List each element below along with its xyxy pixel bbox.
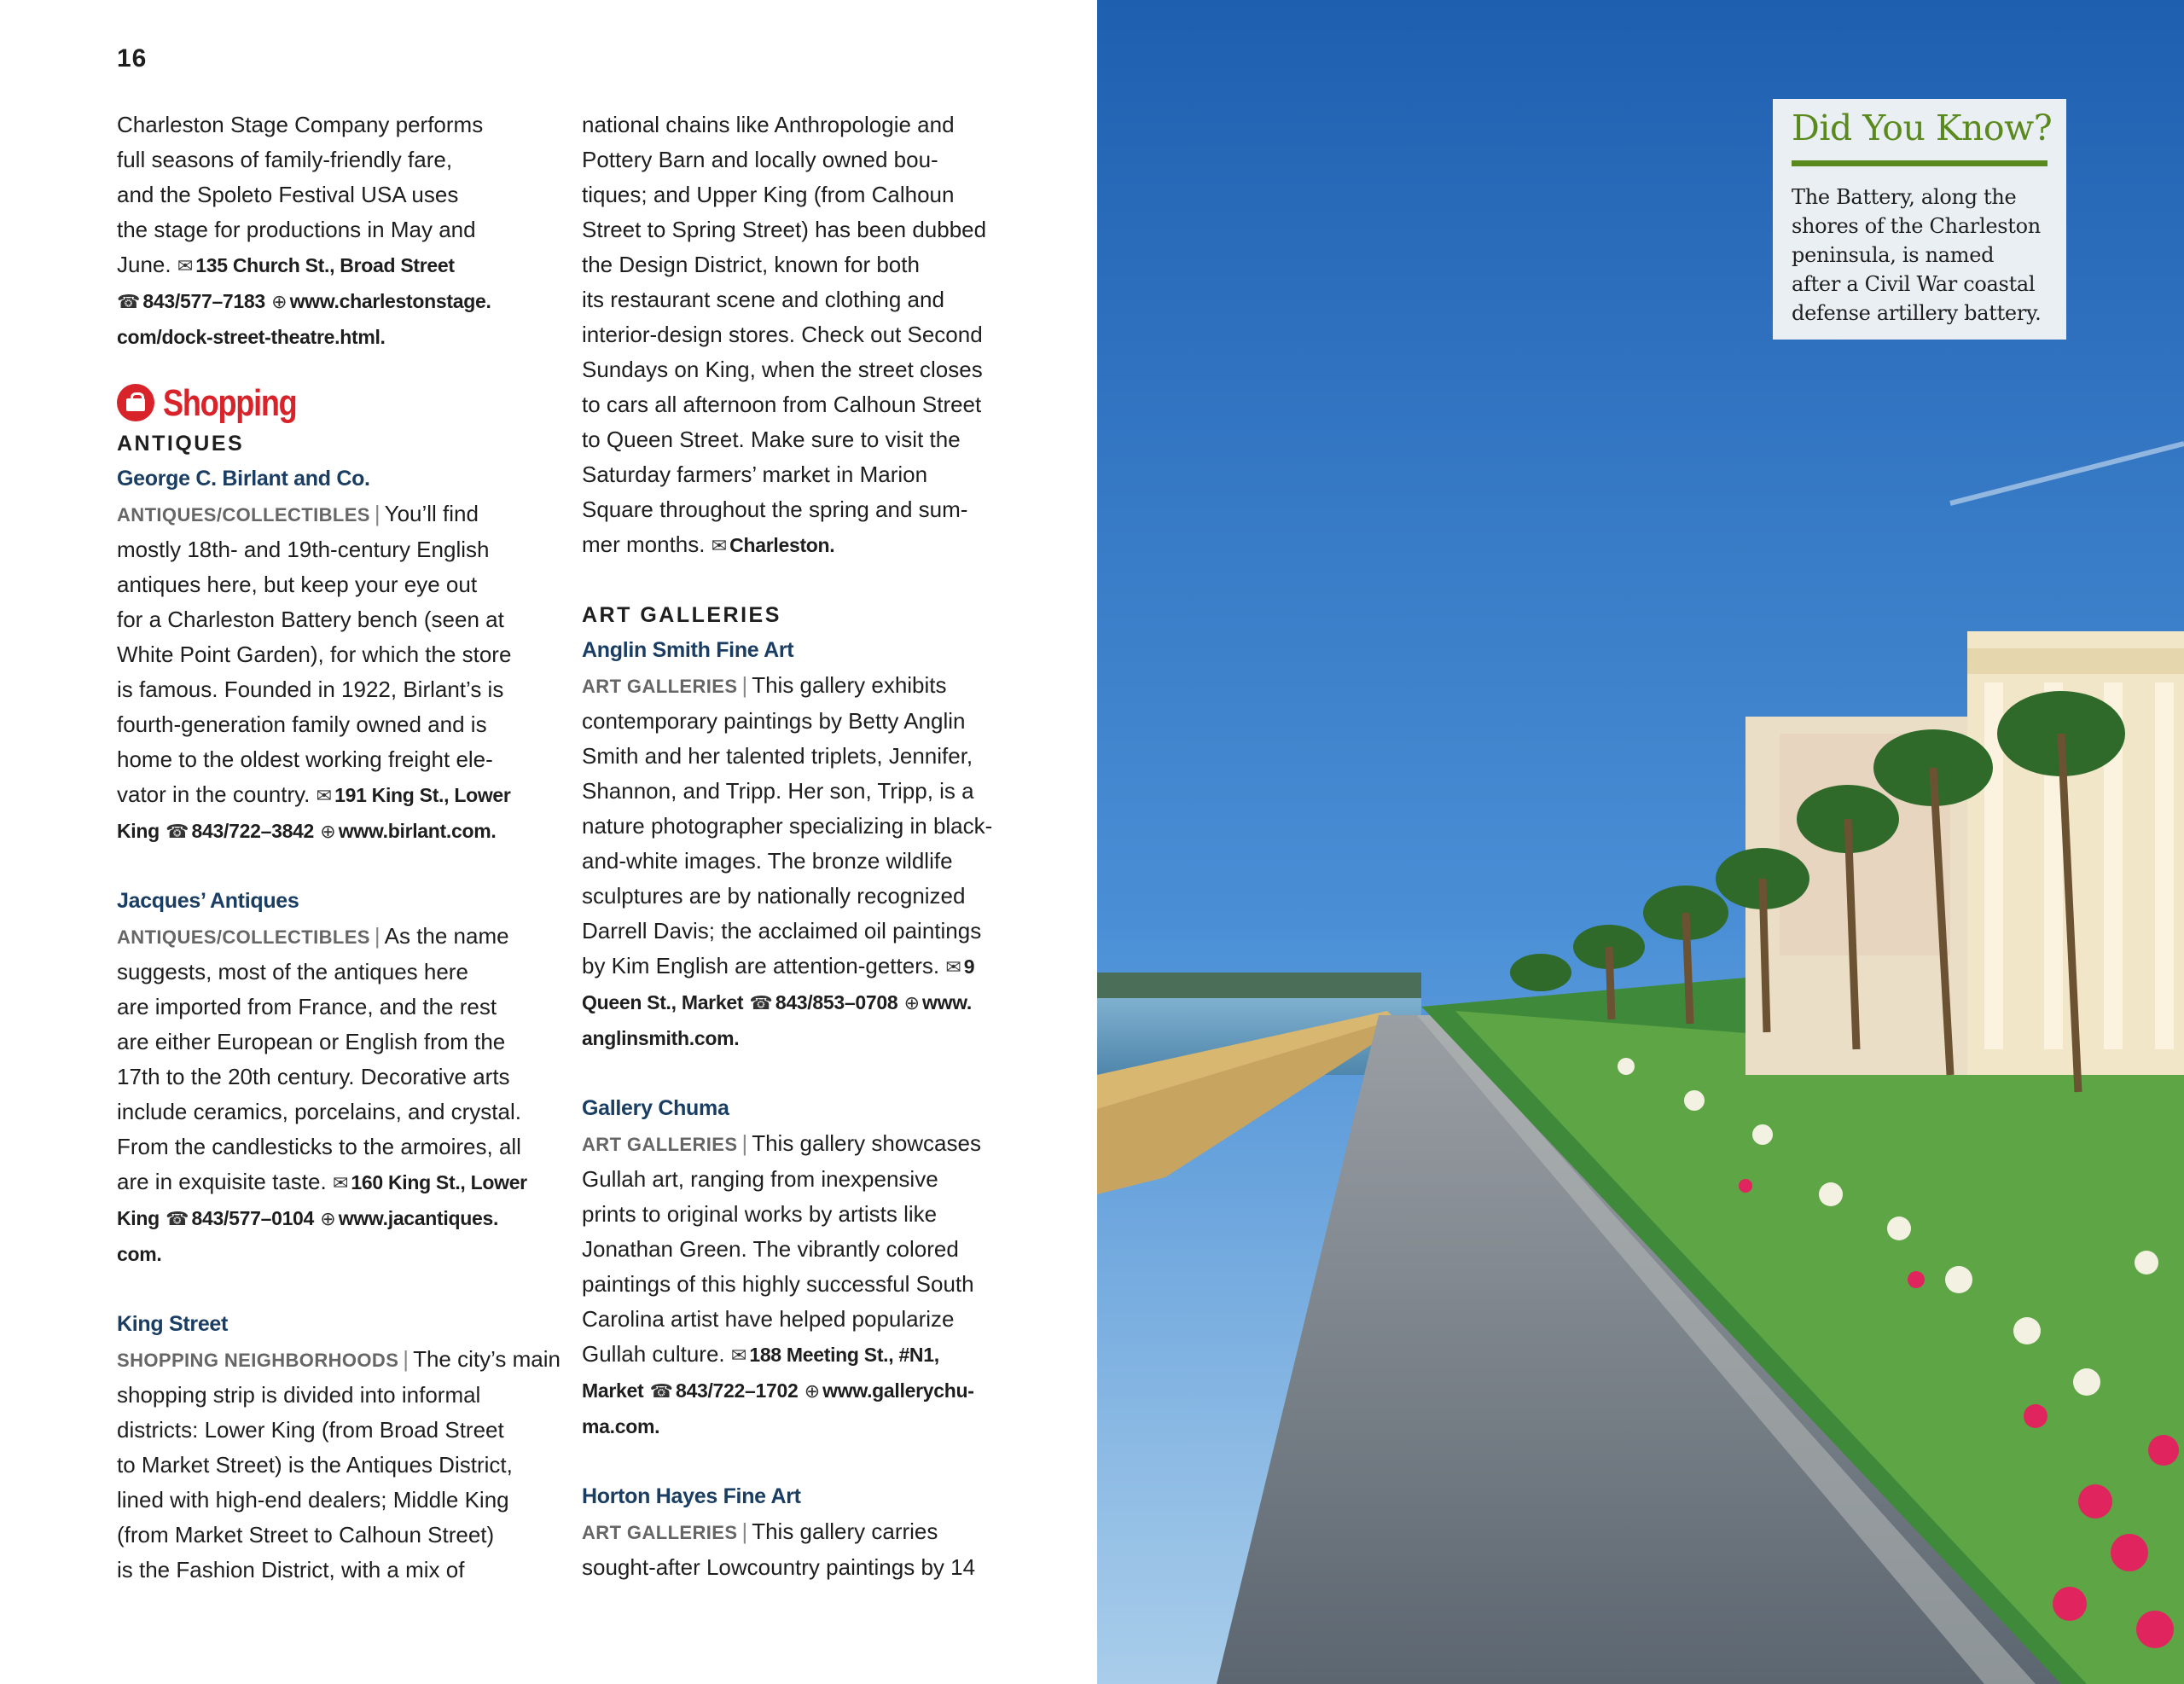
entry-line: districts: Lower King (from Broad Street <box>117 1417 504 1443</box>
intro-line: and the Spoleto Festival USA uses <box>117 182 459 207</box>
phone-icon: ☎ <box>166 1208 189 1229</box>
entry-text: The city’s main <box>413 1346 561 1372</box>
entry-line: and-white images. The bronze wildlife <box>582 848 953 874</box>
entry-line: ANTIQUES/COLLECTIBLES | You’ll find <box>117 501 479 526</box>
entry-line: Street to Spring Street) has been dubbed <box>582 217 987 242</box>
entry-line <box>117 777 569 813</box>
entry-title: Jacques’ Antiques <box>117 889 299 913</box>
entry-line: ART GALLERIES | This gallery showcases <box>582 1130 981 1156</box>
entry-line: is famous. Founded in 1922, Birlant’s is <box>117 677 504 702</box>
intro-line <box>117 247 569 283</box>
entry-line: mostly 18th- and 19th-century English <box>117 537 490 562</box>
entry-text: This gallery exhibits <box>752 672 947 698</box>
entry-text: mer months. <box>582 531 706 557</box>
entry-line: antiques here, but keep your eye out <box>117 572 478 597</box>
globe-icon: ⊕ <box>320 1208 336 1229</box>
address: Charleston. <box>729 534 835 556</box>
category-label: ART GALLERIES <box>582 1134 738 1155</box>
address: 188 Meeting St., #N1, <box>749 1344 939 1366</box>
envelope-icon: ✉ <box>730 1344 747 1366</box>
address: 9 <box>963 955 975 978</box>
entry-text: This gallery showcases <box>752 1130 981 1156</box>
entry-line: Shannon, and Tripp. Her son, Tripp, is a <box>582 778 974 804</box>
address: 135 Church St., Broad Street <box>195 254 455 276</box>
entry-line: shopping strip is divided into informal <box>117 1382 481 1408</box>
section-heading <box>117 379 569 427</box>
entry-line: paintings of this highly successful South <box>582 1271 974 1297</box>
phone: 843/577–0104 <box>191 1207 315 1229</box>
entry-line: ART GALLERIES | This gallery exhibits <box>582 672 947 698</box>
column-1 <box>117 107 569 1588</box>
address: Queen St., Market <box>582 991 744 1013</box>
did-you-know-line: peninsula, is named <box>1792 243 1995 267</box>
category-label: SHOPPING NEIGHBORHOODS <box>117 1350 399 1371</box>
entry-line <box>582 1337 1034 1373</box>
intro-text: June. <box>117 252 171 277</box>
did-you-know-text <box>1792 183 2061 328</box>
phone: 843/577–7183 <box>142 290 265 312</box>
website-link[interactable]: www.gallerychu- <box>822 1379 974 1402</box>
entry-line: suggests, most of the antiques here <box>117 959 468 984</box>
entry-line <box>117 1200 569 1236</box>
entry-line: ANTIQUES/COLLECTIBLES | As the name <box>117 923 509 949</box>
entry-line: lined with high-end dealers; Middle King <box>117 1487 509 1513</box>
entry-text: As the name <box>384 923 509 949</box>
entry-line: (from Market Street to Calhoun Street) <box>117 1522 495 1548</box>
did-you-know-line: defense artillery battery. <box>1792 301 2042 325</box>
entry-line: From the candlesticks to the armoires, all <box>117 1134 521 1159</box>
entry-line: for a Charleston Battery bench (seen at <box>117 607 504 632</box>
column-2 <box>582 107 1034 1585</box>
phone-icon: ☎ <box>649 1380 673 1402</box>
entry-line: Darrell Davis; the acclaimed oil paintings <box>582 918 982 944</box>
entry-line: Jonathan Green. The vibrantly colored <box>582 1236 959 1262</box>
entry-title: Anglin Smith Fine Art <box>582 638 794 662</box>
entry-text: Gullah culture. <box>582 1341 725 1367</box>
address: 191 King St., Lower <box>334 784 511 806</box>
entry-line: fourth-generation family owned and is <box>117 711 487 737</box>
entry-text: are in exquisite taste. <box>117 1169 327 1194</box>
entry-line: Pottery Barn and locally owned bou- <box>582 147 938 172</box>
entry-line: Sundays on King, when the street closes <box>582 357 983 382</box>
did-you-know-line: shores of the Charleston <box>1792 214 2041 238</box>
envelope-icon: ✉ <box>332 1172 349 1193</box>
entry-text: vator in the country. <box>117 781 311 807</box>
address: 160 King St., Lower <box>351 1171 527 1193</box>
did-you-know-box <box>1773 99 2066 340</box>
entry-line: are imported from France, and the rest <box>117 994 497 1019</box>
entry-title: King Street <box>117 1312 229 1336</box>
divider <box>1792 160 2048 166</box>
entry-line: nature photographer specializing in black- <box>582 813 993 839</box>
intro-line <box>117 319 569 355</box>
phone: 843/722–1702 <box>675 1379 799 1402</box>
entry-line: prints to original works by artists like <box>582 1201 938 1227</box>
entry-line: contemporary paintings by Betty Anglin <box>582 708 966 734</box>
website-link[interactable]: www.charlestonstage. <box>289 290 491 312</box>
globe-icon: ⊕ <box>271 291 288 312</box>
globe-icon: ⊕ <box>804 1380 821 1402</box>
section-title: Shopping <box>163 381 297 424</box>
entry-line: home to the oldest working freight ele- <box>117 746 493 772</box>
globe-icon: ⊕ <box>903 992 920 1013</box>
entry-line <box>582 984 1034 1020</box>
website-link[interactable]: www. <box>922 991 973 1013</box>
entry-line <box>582 949 1034 984</box>
address: Market <box>582 1379 644 1402</box>
address: King <box>117 820 160 842</box>
entry-line: is the Fashion District, with a mix of <box>117 1557 465 1582</box>
envelope-icon: ✉ <box>177 255 194 276</box>
entry-line: tiques; and Upper King (from Calhoun <box>582 182 955 207</box>
intro-line: Charleston Stage Company performs <box>117 112 484 137</box>
entry-line: are either European or English from the <box>117 1029 506 1054</box>
entry-line: its restaurant scene and clothing and <box>582 287 944 312</box>
entry-line: national chains like Anthropologie and <box>582 112 955 137</box>
intro-line <box>117 283 569 319</box>
entry-text: This gallery carries <box>752 1519 938 1544</box>
entry-line: the Design District, known for both <box>582 252 920 277</box>
entry-line: interior-design stores. Check out Second <box>582 322 983 347</box>
intro-line: the stage for productions in May and <box>117 217 476 242</box>
phone-icon: ☎ <box>749 992 773 1013</box>
entry-line: White Point Garden), for which the store <box>117 642 512 667</box>
address: King <box>117 1207 160 1229</box>
did-you-know-line: The Battery, along the <box>1792 185 2017 209</box>
phone-icon: ☎ <box>166 821 189 842</box>
entry-line: SHOPPING NEIGHBORHOODS | The city’s main <box>117 1346 561 1372</box>
category-label: ART GALLERIES <box>582 676 738 697</box>
website-link[interactable]: www.birlant.com. <box>338 820 497 842</box>
did-you-know-line: after a Civil War coastal <box>1792 272 2036 296</box>
entry-line: to Queen Street. Make sure to visit the <box>582 427 961 452</box>
website-link[interactable]: com/dock-street-theatre.html. <box>117 326 386 348</box>
website-link[interactable]: ma.com. <box>582 1415 660 1437</box>
website-link[interactable]: com. <box>117 1243 162 1265</box>
entry-line <box>582 1020 1034 1056</box>
entry-line: to cars all afternoon from Calhoun Street <box>582 392 982 417</box>
entry-line <box>117 1164 569 1200</box>
entry-line <box>582 1373 1034 1408</box>
entry-line: Saturday farmers’ market in Marion <box>582 462 928 487</box>
subsection-art-galleries: ART GALLERIES <box>582 603 781 627</box>
website-link[interactable]: www.jacantiques. <box>338 1207 499 1229</box>
envelope-icon: ✉ <box>711 535 728 556</box>
category-label: ANTIQUES/COLLECTIBLES <box>117 504 370 526</box>
entry-line <box>117 1236 569 1272</box>
phone: 843/853–0708 <box>775 991 898 1013</box>
subsection-antiques: ANTIQUES <box>117 432 245 456</box>
page-number: 16 <box>117 44 148 73</box>
entry-text: by Kim English are attention-getters. <box>582 953 940 978</box>
entry-line: to Market Street) is the Antiques District, <box>117 1452 513 1478</box>
category-label: ANTIQUES/COLLECTIBLES <box>117 926 370 948</box>
entry-line: sought-after Lowcountry paintings by 14 <box>582 1554 976 1580</box>
phone: 843/722–3842 <box>191 820 315 842</box>
phone-icon: ☎ <box>117 291 141 312</box>
entry-line: sculptures are by nationally recognized <box>582 883 966 909</box>
entry-title: George C. Birlant and Co. <box>117 467 370 491</box>
shopping-bag-icon <box>117 384 154 421</box>
entry-line: Gullah art, ranging from inexpensive <box>582 1166 938 1192</box>
entry-line: include ceramics, porcelains, and crystal. <box>117 1099 521 1124</box>
entry-line: 17th to the 20th century. Decorative arts <box>117 1064 510 1089</box>
entry-line: ART GALLERIES | This gallery carries <box>582 1519 938 1544</box>
entry-line: Square throughout the spring and sum- <box>582 496 968 522</box>
envelope-icon: ✉ <box>945 956 961 978</box>
category-label: ART GALLERIES <box>582 1522 738 1543</box>
entry-line: Carolina artist have helped popularize <box>582 1306 955 1332</box>
intro-line: full seasons of family-friendly fare, <box>117 147 453 172</box>
globe-icon: ⊕ <box>320 821 336 842</box>
entry-text: You’ll find <box>384 501 479 526</box>
entry-line <box>582 527 1034 563</box>
envelope-icon: ✉ <box>316 785 333 806</box>
did-you-know-title: Did You Know? <box>1792 107 2053 148</box>
entry-line: Smith and her talented triplets, Jennifer, <box>582 743 973 769</box>
entry-line <box>582 1408 1034 1444</box>
entry-line <box>117 813 569 849</box>
website-link[interactable]: anglinsmith.com. <box>582 1027 740 1049</box>
entry-title: Gallery Chuma <box>582 1096 729 1120</box>
entry-title: Horton Hayes Fine Art <box>582 1484 801 1508</box>
